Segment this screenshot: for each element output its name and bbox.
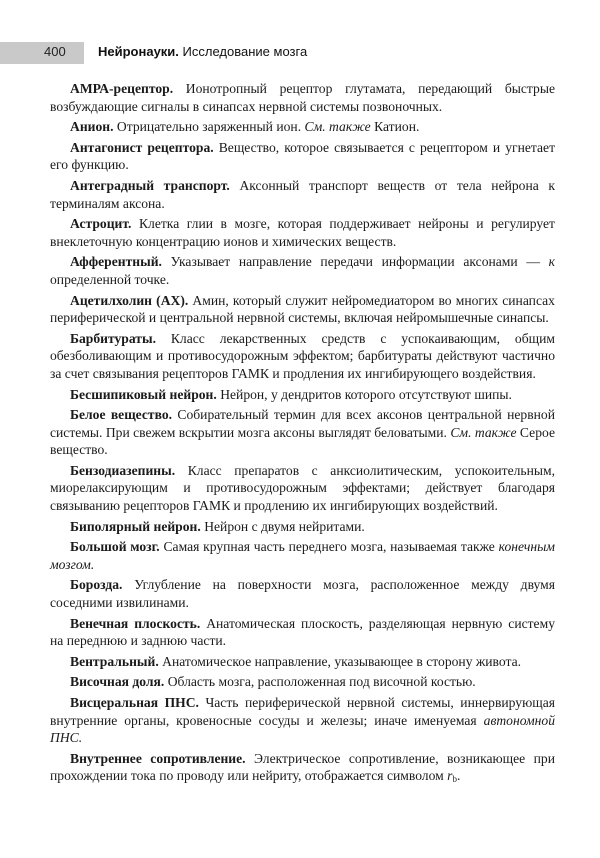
entry-term: Анион. [70,119,114,135]
entry-definition: Нейрон, у дендритов которого отсутствуют шипы. [220,386,512,402]
entry-definition: Нейрон с двумя нейритами. [204,518,365,534]
see-also-label: См. также [450,424,517,440]
entry-definition: Самая крупная часть переднего мозга, называемая также [163,539,495,555]
page-number: 400 [44,44,66,59]
entry-emphasis: автономной ПНС. [50,712,555,746]
glossary-entry [50,538,555,573]
entry-emphasis: к [548,254,555,270]
glossary-entry [50,215,555,250]
section-title: Исследование мозга [182,44,308,59]
entry-definition: Амин, который служит нейромедиатором во многих синапсах периферической и центральной нервной системы, включая нейромышечные синапсы. [50,292,555,326]
entry-definition: Углубление на поверхности мозга, расположенное между двумя соседними извилинами. [50,577,555,611]
glossary-entry [50,139,555,174]
glossary-entry [50,673,555,691]
glossary-entry [50,177,555,212]
entry-definition: Вещество, которое связывается с рецептором и угнетает его функцию. [50,139,556,173]
entry-term: Антеградный транспорт. [70,177,230,193]
entry-definition-end: . [456,768,461,784]
entry-term: Внутреннее сопротивление. [70,750,246,766]
entry-term: Борозда. [70,577,123,593]
glossary-entry [50,518,555,536]
entry-definition: Анатомическое направление, указывающее в сторону живота. [162,653,522,669]
glossary-entry [50,653,555,671]
entry-term: Венечная плоскость. [70,615,201,631]
see-also-label: См. также [304,119,371,135]
entry-term: Бесшипиковый нейрон. [70,386,217,402]
entry-term: Барбитураты. [70,330,156,346]
entry-definition: Клетка глии в мозге, которая поддерживает нейроны и регулирует внеклеточную концентрацию ионов и химических веществ. [50,216,555,249]
glossary-entry [50,750,555,789]
glossary-entry [50,118,555,136]
running-title [98,44,307,59]
glossary-entry [50,292,555,327]
entry-term: Антагонист рецептора. [70,139,214,155]
entry-emphasis: конечным мозгом. [50,539,555,572]
entry-term: АМРА-рецептор. [70,81,174,96]
entry-definition-end: определенной точке. [50,271,170,287]
glossary [50,80,555,792]
entry-definition: Отрицательно заряженный ион. [116,119,302,135]
see-also-term: Серое вещество. [50,424,555,458]
entry-definition: Электрическое сопротивление, возникающее при прохождении тока по проводу или нейриту, отображается символом [50,750,555,784]
symbol-subscript: b [452,774,457,785]
entry-term: Биполярный нейрон. [70,518,201,534]
entry-definition: Область мозга, расположенная под височной костью. [167,674,476,690]
see-also-term: Катион. [374,119,420,135]
entry-term: Височная доля. [70,674,165,690]
glossary-entry [50,80,555,115]
page-number-tab [0,42,84,64]
entry-definition: Аксонный транспорт веществ от тела нейрона к терминалям аксона. [50,177,556,211]
entry-definition: Класс препаратов с анксиолитическим, успокоительным, миорелаксирующим и противосудорожным эффектами; действует благодаря связыванию рецепторов ГАМК и продлению их ингибирующих воздействий. [50,462,555,514]
glossary-entry [50,576,555,611]
entry-definition: Часть периферической нервной системы, иннервирующая внутренние органы, кровеносные сосуды и железы; иначе именуемая [50,695,555,728]
entry-term: Ацетилхолин (АХ). [70,292,189,308]
running-header [0,0,600,58]
book-title: Нейронауки. [98,44,179,59]
glossary-entry [50,406,555,459]
entry-term: Вентральный. [70,653,159,669]
entry-term: Астроцит. [70,216,132,232]
entry-term: Большой мозг. [70,539,160,555]
glossary-entry [50,253,555,288]
entry-term: Белое вещество. [70,407,173,423]
entry-definition: Класс лекарственных средств с успокаивающим, общим обезболивающим и противосудорожным эффектом; барбитураты действуют частично за счет связывания рецепторов ГАМК и продления их ингибирующего воздействия. [50,330,555,381]
entry-definition: Указывает направление передачи информации аксонами — [170,254,540,270]
entry-term: Афферентный. [70,254,162,270]
entry-term: Бензодиазепины. [70,462,176,478]
entry-definition: Собирательный термин для всех аксонов центральной нервной системы. При свежем вскрытии мозга аксоны выглядят беловатыми. [50,407,555,440]
glossary-entry [50,330,555,383]
glossary-entry [50,694,555,747]
glossary-entry [50,462,555,515]
glossary-entry [50,386,555,404]
glossary-entry [50,615,555,650]
symbol-r: r [447,768,453,784]
entry-term: Висцеральная ПНС. [70,695,199,710]
entry-definition: Ионотропный рецептор глутамата, передающий быстрые возбуждающие сигналы в синапсах нервной системы позвоночных. [50,81,555,114]
entry-definition: Анатомическая плоскость, разделяющая нервную систему на переднюю и заднюю части. [50,615,555,649]
